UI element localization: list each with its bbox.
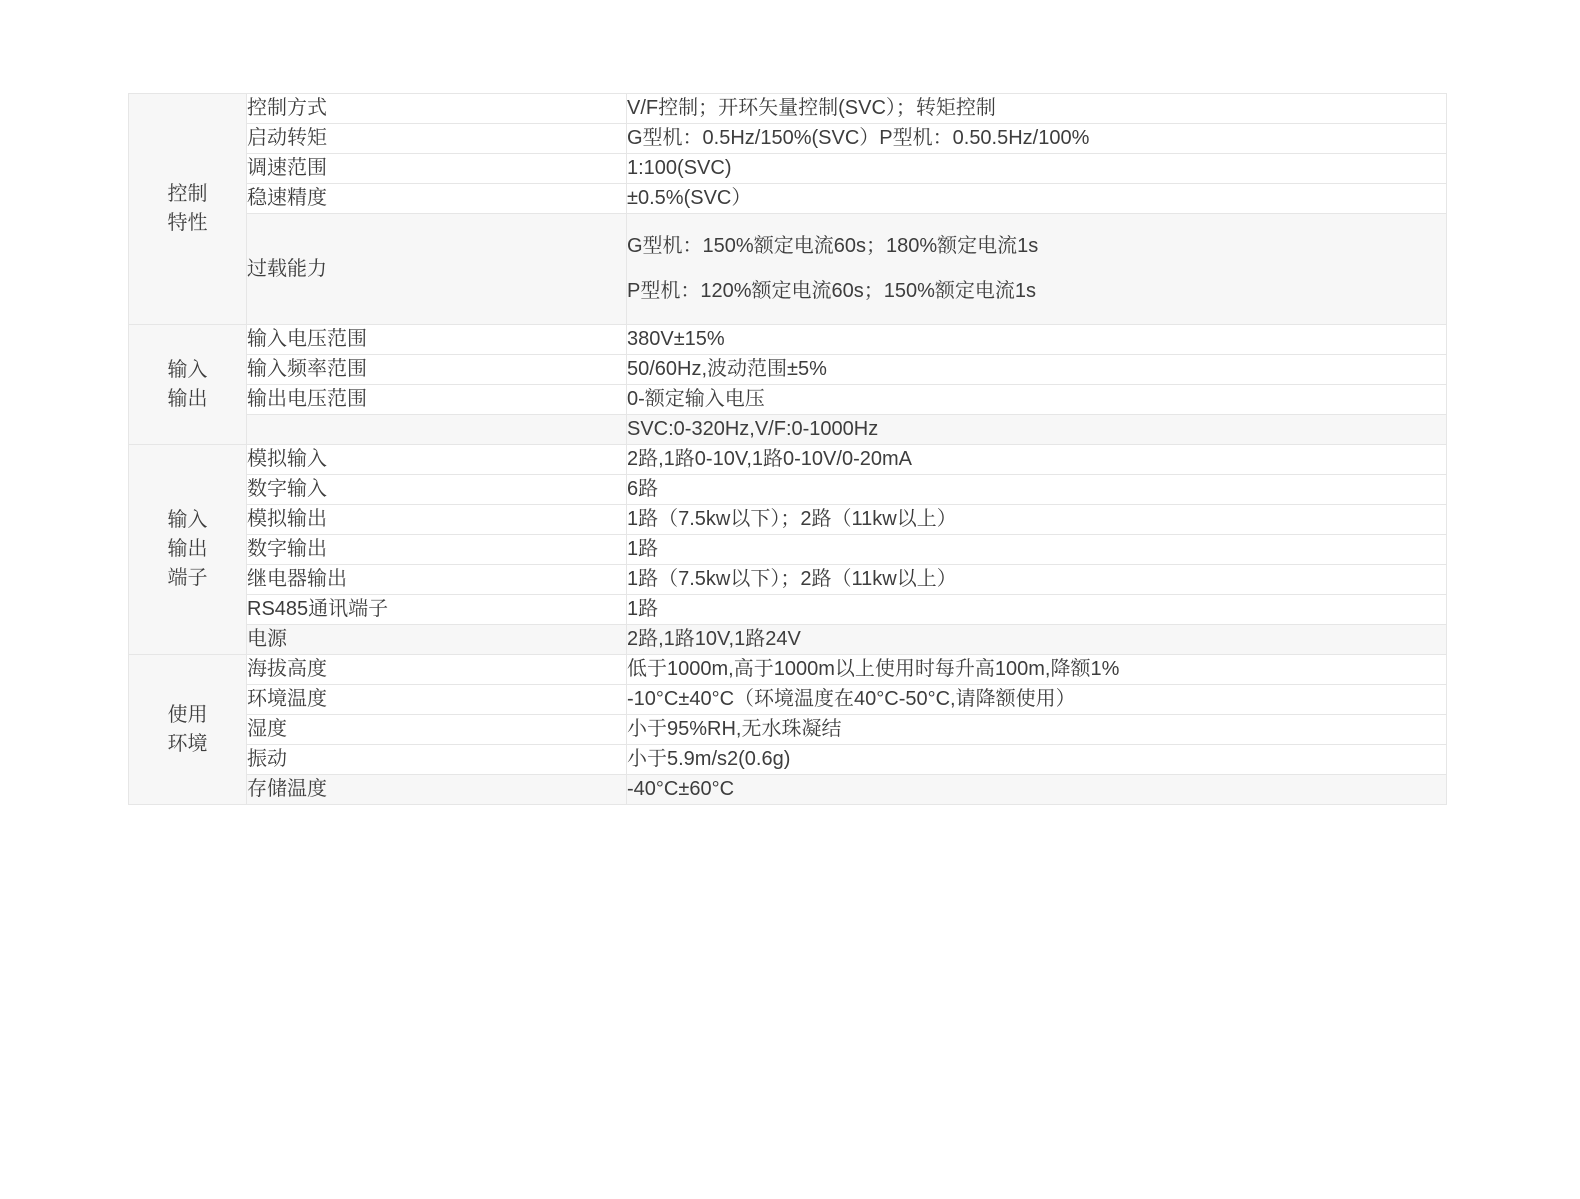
spec-value-cell — [627, 745, 1447, 775]
table-row — [129, 595, 1447, 625]
specification-table — [128, 93, 1447, 805]
spec-value-cell — [627, 355, 1447, 385]
table-row — [129, 685, 1447, 715]
spec-value-line: SVC:0-320Hz,V/F:0-1000Hz — [627, 418, 879, 440]
table-row — [129, 745, 1447, 775]
group-category-cell — [129, 445, 247, 655]
spec-label-cell: 调速范围 — [247, 154, 627, 184]
spec-label-cell: 存储温度 — [247, 775, 627, 805]
spec-label-cell — [247, 415, 627, 445]
group-category-cell — [129, 325, 247, 445]
table-row — [129, 385, 1447, 415]
spec-value-cell — [627, 625, 1447, 655]
group-category-label: 控制 — [167, 183, 208, 205]
group-category-label: 特性 — [167, 212, 208, 234]
specification-table-container — [128, 93, 1446, 805]
table-row — [129, 415, 1447, 445]
table-row — [129, 535, 1447, 565]
spec-label-cell: 启动转矩 — [247, 124, 627, 154]
group-category-cell — [129, 94, 247, 325]
spec-label-cell: 数字输入 — [247, 475, 627, 505]
spec-value-line: 380V±15% — [627, 328, 725, 350]
spec-value-line: 1路（7.5kw以下）；2路（11kw以上） — [627, 568, 957, 590]
spec-value-line: G型机：0.5Hz/150%(SVC）P型机：0.50.5Hz/100% — [627, 127, 1090, 149]
spec-value-line: 2路,1路0-10V,1路0-10V/0-20mA — [627, 448, 912, 470]
table-row — [129, 505, 1447, 535]
spec-value-line: 50/60Hz,波动范围±5% — [627, 358, 827, 380]
table-row — [129, 445, 1447, 475]
group-category-label: 输出 — [167, 387, 208, 410]
spec-label-cell: 继电器输出 — [247, 565, 627, 595]
specification-table-body — [129, 94, 1447, 805]
table-row — [129, 715, 1447, 745]
spec-label-cell: 数字输出 — [247, 535, 627, 565]
spec-label-cell: 过载能力 — [247, 214, 627, 325]
spec-value-cell — [627, 475, 1447, 505]
table-row — [129, 154, 1447, 184]
spec-label-cell: RS485通讯端子 — [247, 595, 627, 625]
spec-label-cell: 输出电压范围 — [247, 385, 627, 415]
table-row — [129, 655, 1447, 685]
spec-label-cell: 海拔高度 — [247, 655, 627, 685]
spec-value-cell — [627, 385, 1447, 415]
spec-value-cell — [627, 415, 1447, 445]
table-row — [129, 325, 1447, 355]
spec-value-line: 小于95%RH,无水珠凝结 — [627, 718, 842, 740]
group-category-label: 环境 — [167, 732, 208, 755]
spec-value-cell — [627, 124, 1447, 154]
spec-value-line: -10°C±40°C（环境温度在40°C-50°C,请降额使用） — [627, 688, 1076, 710]
spec-value-cell — [627, 505, 1447, 535]
spec-value-line: P型机：120%额定电流60s；150%额定电流1s — [627, 280, 1037, 302]
group-category-label: 输入 — [167, 509, 208, 531]
table-row — [129, 94, 1447, 124]
group-category-label: 使用 — [167, 703, 208, 726]
table-row — [129, 355, 1447, 385]
spec-value-line: V/F控制；开环矢量控制(SVC）；转矩控制 — [627, 97, 996, 119]
spec-label-cell: 湿度 — [247, 715, 627, 745]
spec-value-cell — [627, 445, 1447, 475]
spec-value-line: 1路 — [627, 538, 659, 560]
spec-value-cell — [627, 214, 1447, 325]
spec-value-line: 1路 — [627, 598, 659, 620]
spec-label-cell: 电源 — [247, 625, 627, 655]
spec-value-cell — [627, 715, 1447, 745]
spec-value-cell — [627, 325, 1447, 355]
table-row — [129, 565, 1447, 595]
group-category-cell — [129, 655, 247, 805]
spec-value-cell — [627, 154, 1447, 184]
spec-value-line: 1路（7.5kw以下）；2路（11kw以上） — [627, 508, 957, 530]
spec-value-cell — [627, 595, 1447, 625]
table-row — [129, 775, 1447, 805]
spec-value-line: -40°C±60°C — [627, 778, 735, 800]
spec-value-cell — [627, 685, 1447, 715]
spec-value-line: 0-额定输入电压 — [627, 388, 765, 410]
table-row — [129, 214, 1447, 325]
spec-value-line: 6路 — [627, 478, 659, 500]
spec-label-cell: 稳速精度 — [247, 184, 627, 214]
group-category-label: 端子 — [167, 567, 208, 589]
spec-value-line: G型机：150%额定电流60s；180%额定电流1s — [627, 235, 1039, 257]
spec-value-line: 小于5.9m/s2(0.6g) — [627, 748, 791, 770]
spec-value-cell — [627, 184, 1447, 214]
spec-value-line: 1:100(SVC) — [627, 157, 732, 179]
spec-value-cell — [627, 535, 1447, 565]
spec-label-cell: 输入频率范围 — [247, 355, 627, 385]
spec-label-cell: 控制方式 — [247, 94, 627, 124]
spec-value-cell — [627, 565, 1447, 595]
spec-value-cell — [627, 775, 1447, 805]
spec-label-cell: 振动 — [247, 745, 627, 775]
group-category-label: 输入 — [167, 358, 208, 381]
spec-value-cell — [627, 655, 1447, 685]
spec-label-cell: 模拟输出 — [247, 505, 627, 535]
table-row — [129, 475, 1447, 505]
spec-label-cell: 输入电压范围 — [247, 325, 627, 355]
spec-label-cell: 模拟输入 — [247, 445, 627, 475]
table-row — [129, 625, 1447, 655]
table-row — [129, 124, 1447, 154]
spec-label-cell: 环境温度 — [247, 685, 627, 715]
spec-value-cell — [627, 94, 1447, 124]
spec-value-line: 低于1000m,高于1000m以上使用时每升高100m,降额1% — [627, 658, 1120, 680]
spec-value-line: ±0.5%(SVC） — [627, 187, 752, 209]
group-category-label: 输出 — [167, 538, 208, 560]
table-row — [129, 184, 1447, 214]
spec-value-line: 2路,1路10V,1路24V — [627, 628, 801, 650]
